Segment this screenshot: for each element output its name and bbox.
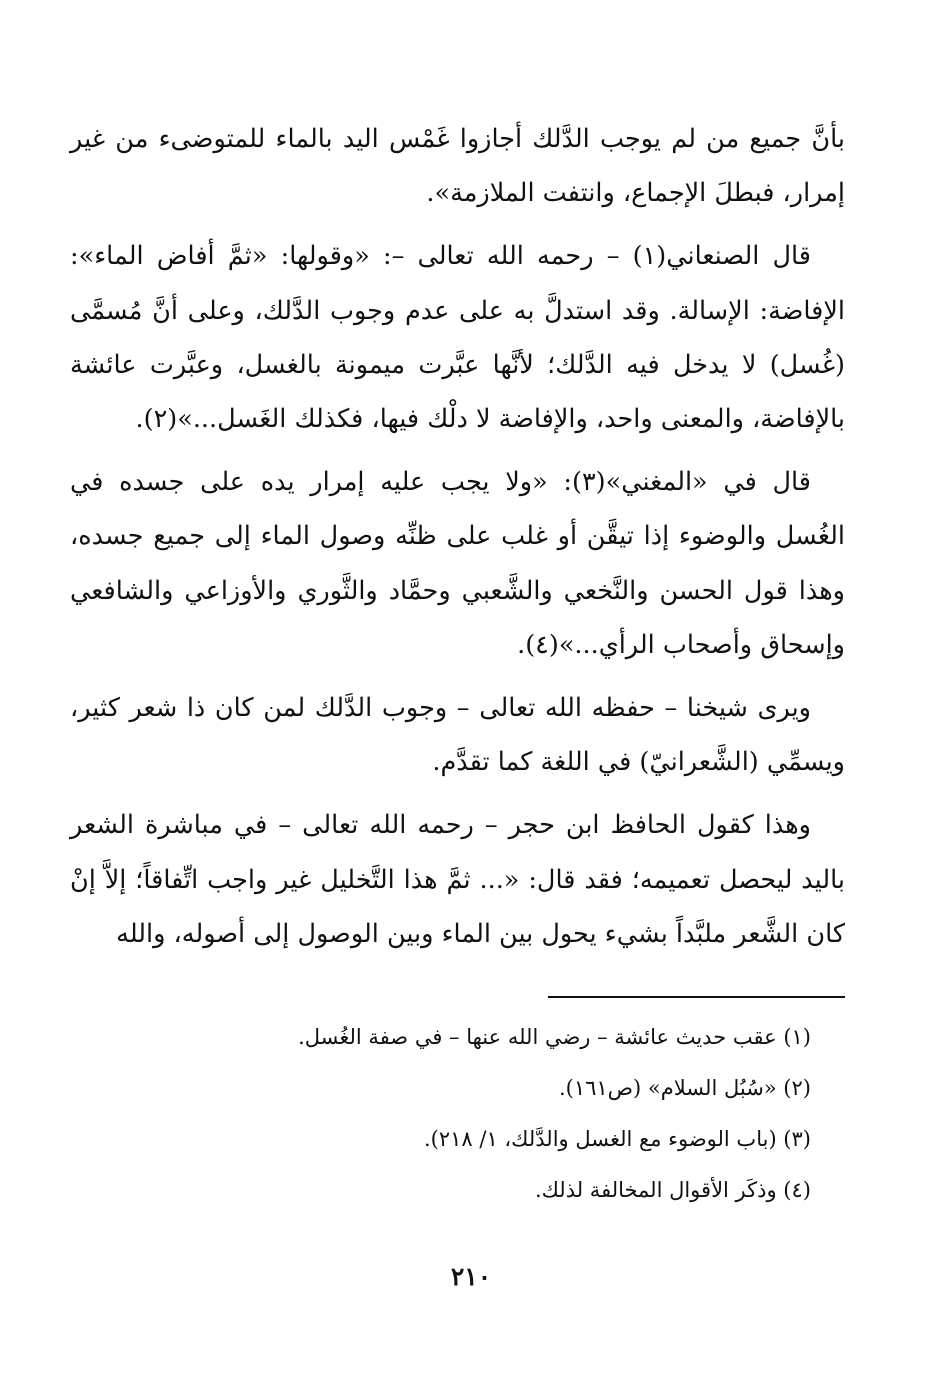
- main-text: [70, 112, 845, 970]
- footnotes: [70, 1012, 845, 1216]
- page-number: ٢١٠: [450, 1262, 492, 1291]
- paragraph-3: قال في «المغني»(٣): «ولا يجب عليه إمرار يده على جسده في الغُسل والوضوء إذا تيقَّن أو غلب على ظنِّه وصول الماء إلى جميع جسده، وهذا قول الحسن والنَّخعي والشَّعبي وحمَّاد والثَّوري والأوزاعي والشافعي وإسحاق وأصحاب الرأي...»(٤).: [70, 467, 845, 660]
- footnote-separator: [548, 996, 845, 998]
- paragraph-4: ويرى شيخنا – حفظه الله تعالى – وجوب الدَّلك لمن كان ذا شعر كثير، ويسمِّي (الشَّعرانيّ) في اللغة كما تقدَّم.: [70, 693, 845, 778]
- footnote-3: (٣) (باب الوضوء مع الغسل والدَّلك، ١/ ٢١٨).: [423, 1127, 811, 1151]
- footnote-4: (٤) وذكَر الأقوال المخالفة لذلك.: [534, 1178, 811, 1202]
- footnote-2: (٢) «سُبُل السلام» (ص١٦١).: [558, 1076, 811, 1100]
- paragraph-1: بأنَّ جميع من لم يوجب الدَّلك أجازوا غَمْس اليد بالماء للمتوضىء من غير إمرار، فبطلَ الإجماع، وانتفت الملازمة».: [70, 124, 845, 209]
- footnote-1: (١) عقب حديث عائشة – رضي الله عنها – في صفة الغُسل.: [298, 1025, 811, 1049]
- paragraph-5: وهذا كقول الحافظ ابن حجر – رحمه الله تعالى – في مباشرة الشعر باليد ليحصل تعميمه؛ فقد قال: «... ثمَّ هذا التَّخليل غير واجب اتِّفاقاً؛ إلاَّ إنْ كان الشَّعر ملبَّداً بشيء يحول بين الماء وبين الوصول إلى أصوله، والله: [70, 810, 845, 949]
- paragraph-2: قال الصنعاني(١) – رحمه الله تعالى –: «وقولها: «ثمَّ أفاض الماء»: الإفاضة: الإسالة. وقد استدلَّ به على عدم وجوب الدَّلك، وعلى أنَّ مُسمَّى (غُسل) لا يدخل فيه الدَّلك؛ لأنَّها عبَّرت ميمونة بالغسل، وعبَّرت عائشة بالإفاضة، والمعنى واحد، والإفاضة لا دلْك فيها، فكذلك الغَسل...»(٢).: [70, 241, 845, 435]
